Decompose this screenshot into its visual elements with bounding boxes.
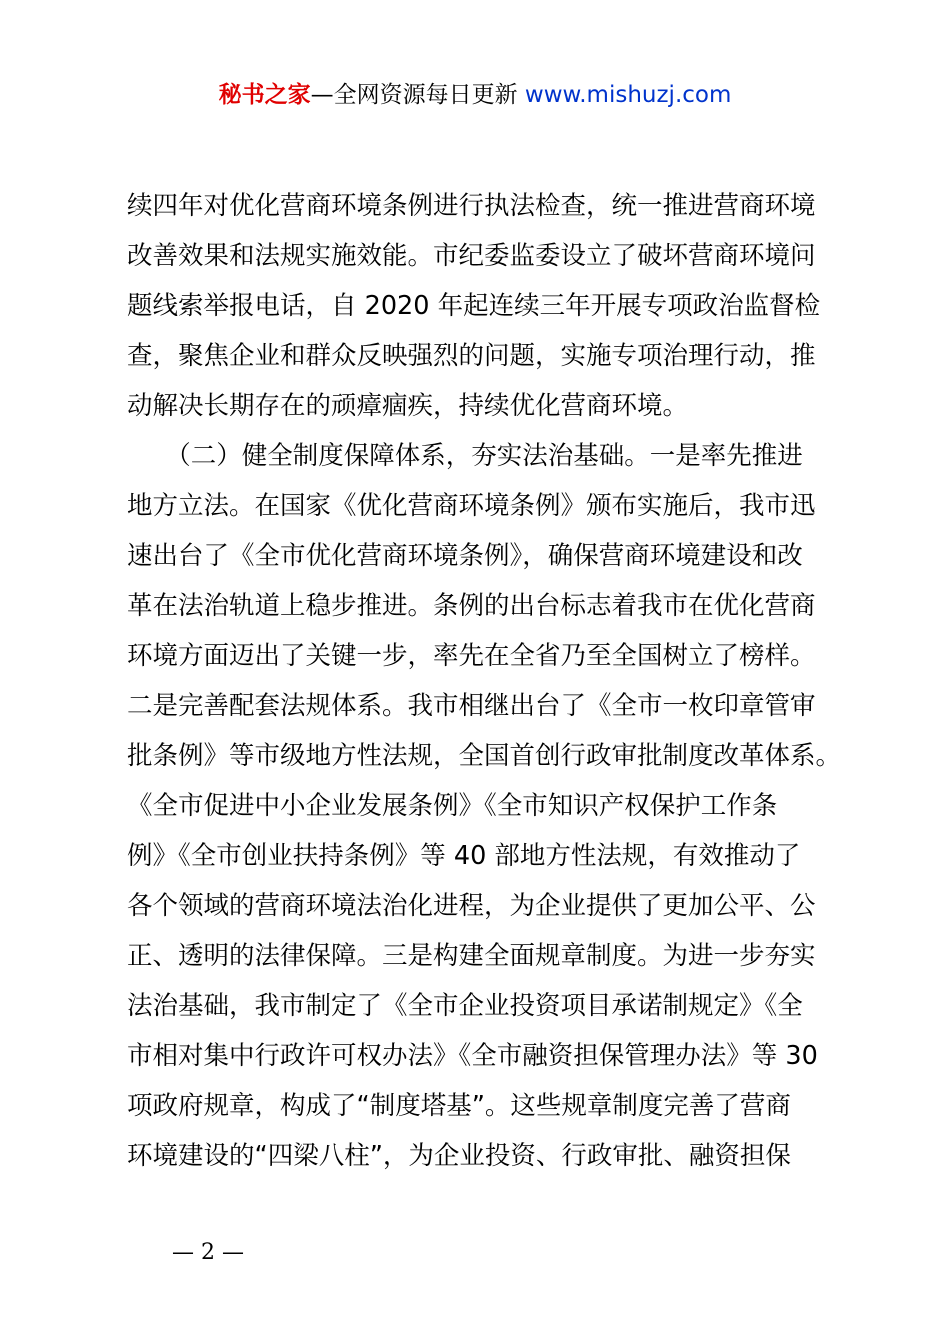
page-number: — 2 — [172,1240,244,1265]
site-url[interactable]: www.mishuzj.com [524,82,732,108]
text-line: 题线索举报电话，自 2020 年起连续三年开展专项政治监督检 [127,291,821,321]
brand-name: 秘书之家 [218,82,311,108]
text-line: 动解决长期存在的顽瘴痼疾，持续优化营商环境。 [127,391,689,421]
text-line: 革在法治轨道上稳步推进。条例的出台标志着我市在优化营商 [127,591,816,621]
text-line: 正、透明的法律保障。三是构建全面规章制度。为进一步夯实 [127,941,816,971]
text-line: 各个领域的营商环境法治化进程，为企业提供了更加公平、公 [127,891,816,921]
text-line: 例》《全市创业扶持条例》等 40 部地方性法规，有效推动了 [127,841,801,871]
text-line: 续四年对优化营商环境条例进行执法检查，统一推进营商环境 [127,191,816,221]
site-header [0,78,950,112]
document-body [127,181,847,1181]
text-line: （二）健全制度保障体系，夯实法治基础。一是率先推进 [127,441,803,471]
text-line: 二是完善配套法规体系。我市相继出台了《全市一枚印章管审 [127,691,816,721]
text-line: 环境建设的“四梁八柱”，为企业投资、行政审批、融资担保 [127,1141,791,1171]
text-line: 速出台了《全市优化营商环境条例》，确保营商环境建设和改 [127,541,803,571]
text-line: 批条例》等市级地方性法规，全国首创行政审批制度改革体系。 [127,741,842,771]
header-slogan: —全网资源每日更新 [310,82,525,108]
text-line: 《全市促进中小企业发展条例》《全市知识产权保护工作条 [127,791,778,821]
text-line: 地方立法。在国家《优化营商环境条例》颁布实施后，我市迅 [127,491,816,521]
text-line: 市相对集中行政许可权办法》《全市融资担保管理办法》等 30 [127,1041,818,1071]
text-line: 法治基础，我市制定了《全市企业投资项目承诺制规定》《全 [127,991,803,1021]
text-line: 项政府规章，构成了“制度塔基”。这些规章制度完善了营商 [127,1091,791,1121]
text-line: 环境方面迈出了关键一步，率先在全省乃至全国树立了榜样。 [127,641,816,671]
text-line: 改善效果和法规实施效能。市纪委监委设立了破坏营商环境问 [127,241,816,271]
text-line: 查，聚焦企业和群众反映强烈的问题，实施专项治理行动，推 [127,341,816,371]
